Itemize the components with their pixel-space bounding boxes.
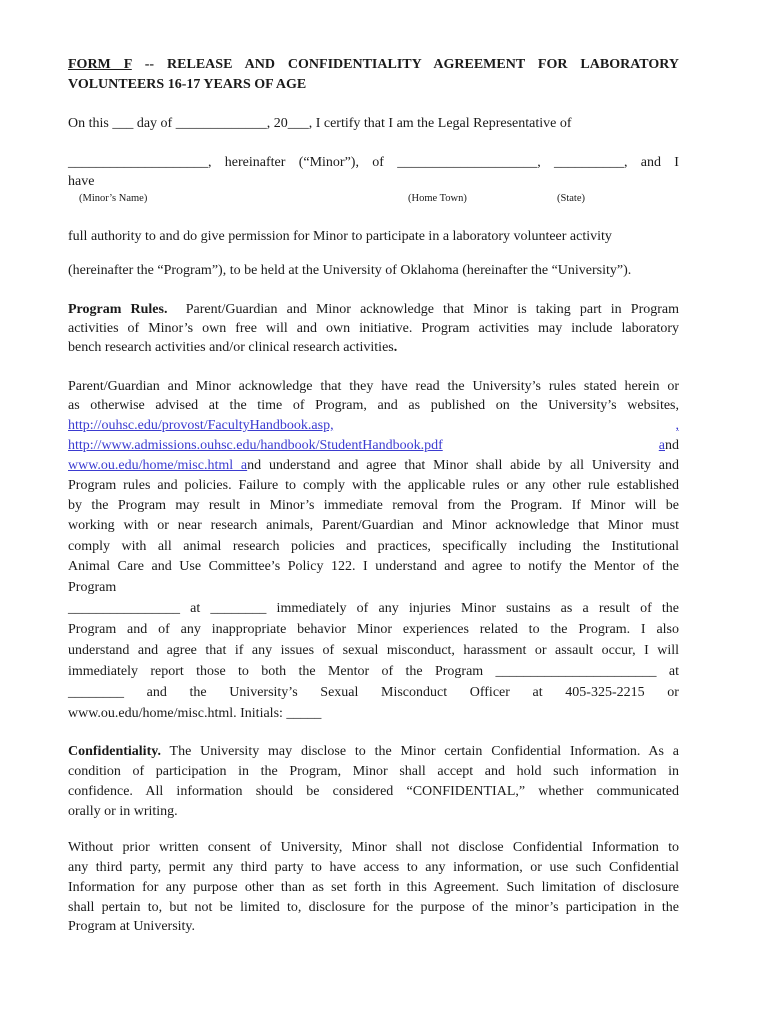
home-town-blank: ____________________, [397,155,541,170]
rules-line6: Program rules and policies. Failure to comply with the applicable rules or any other rule established [68,478,679,493]
program-rules-text3: bench research activities and/or clinical research activities [68,340,394,355]
disclosure-line4: shall pertain to, but not be limited to, disclosure for the purpose of the minor’s participation in the [68,900,679,915]
ou-misc-link[interactable]: www.ou.edu/home/misc.html a [68,458,248,473]
rules-line2: as otherwise advised at the time of Program, and as published on the University’s websites, [68,398,679,413]
rules-line4 [68,438,679,454]
confidentiality-line4: orally or in writing. [68,804,178,819]
rules-line8: working with or near research animals, Parent/Guardian and Minor acknowledge that Minor must [68,518,679,533]
word-and-tail [659,438,679,454]
rules-line14: understand and agree that if any issues of sexual misconduct, harassment or assault occur, I will [68,643,679,658]
rules-line12: ________________ at ________ immediately of any injuries Minor sustains as a result of the [68,601,679,616]
line16-word: at [532,685,543,700]
link-tail: , [675,418,679,433]
form-title-line2: VOLUNTEERS 16-17 YEARS OF AGE [68,77,307,92]
line16-word: the [189,685,207,700]
line16-word: Sexual [320,685,359,700]
caption-home-town: (Home Town) [408,193,467,204]
confidentiality-line3: confidence. All information should be considered “CONFIDENTIAL,” whether communicated [68,784,679,799]
caption-state: (State) [557,193,585,204]
confidentiality-text1: The University may disclose to the Minor certain Confidential Information. As a [169,744,679,759]
program-rules-line3 [68,340,679,356]
line16-word: Officer [469,685,510,700]
rules-line9: comply with all animal research policies and practices, specifically including the Institutional [68,539,679,554]
line16-word: University’s [229,685,298,700]
link-a: a [658,438,665,453]
line16-word: ________ [68,685,124,700]
program-rules-period: . [393,340,398,355]
rules-line5 [68,458,679,474]
line16-word: Misconduct [381,685,448,700]
word-hereinafter: hereinafter [224,155,286,170]
form-label: FORM F [68,57,132,72]
minor-line [68,155,679,171]
authority-line: full authority to and do give permission for Minor to participate in a laboratory volunteer activity [68,229,612,244]
rules-line13: Program and of any inappropriate behavior Minor experiences related to the Program. I also [68,622,679,637]
program-rules-line1 [68,302,679,318]
word-of: of [372,155,384,170]
confidentiality-heading: Confidentiality. [68,744,161,759]
rules-line5-rest: nd understand and agree that Minor shall abide by all University and [247,458,680,473]
program-rules-heading: Program Rules. [68,302,168,317]
rules-line3 [68,418,679,434]
rules-line11: Program [68,580,117,595]
certify-line: On this ___ day of _____________, 20___, I certify that I am the Legal Representative of [68,116,572,131]
faculty-handbook-link[interactable]: http://ouhsc.edu/provost/FacultyHandbook.asp, [68,418,334,433]
line16-word: or [667,685,679,700]
rules-line7: by the Program may result in Minor’s immediate removal from the Program. If Minor will be [68,498,679,513]
word-have: have [68,174,95,189]
program-line: (hereinafter the “Program”), to be held at the University of Oklahoma (hereinafter the “University”). [68,263,632,278]
program-rules-text1: Parent/Guardian and Minor acknowledge that Minor is taking part in Program [185,302,680,317]
rules-line17: www.ou.edu/home/misc.html. Initials: _____ [68,706,322,721]
word-i: I [674,155,679,170]
rules-line16-row [68,685,679,701]
caption-minor-name: (Minor’s Name) [79,193,148,204]
disclosure-line2: any third party, permit any third party to have access to any information, or use such Confidential [68,860,679,875]
line16-word: and [146,685,167,700]
text-nd: nd [665,438,679,453]
rules-line10: Animal Care and Use Committee’s Policy 122. I understand and agree to notify the Mentor of the [68,559,679,574]
rules-line15: immediately report those to both the Mentor of the Program _______________________ at [68,664,679,679]
program-rules-line2: activities of Minor’s own free will and own initiative. Program activities may include laboratory [68,321,679,336]
student-handbook-link[interactable]: http://www.admissions.ouhsc.edu/handbook/StudentHandbook.pdf [68,438,443,453]
state-blank: __________, [553,155,628,170]
confidentiality-line1 [68,744,679,760]
disclosure-line3: Information for any purpose other than as set forth in this Agreement. Such limitation of disclosure [68,880,679,895]
form-title-line1 [68,57,679,73]
confidentiality-line2: condition of participation in the Program, Minor shall accept and hold such information in [68,764,679,779]
word-and: and [640,155,661,170]
rules-line1: Parent/Guardian and Minor acknowledge that they have read the University’s rules stated herein or [68,379,679,394]
disclosure-line5: Program at University. [68,919,196,934]
line16-word: 405-325-2215 [565,685,645,700]
minor-name-blank: ____________________, [68,155,212,170]
disclosure-line1: Without prior written consent of University, Minor shall not disclose Confidential Information to [68,840,679,855]
word-minor: (“Minor”), [298,155,359,170]
rules-line16 [68,685,679,701]
form-title-rest: -- RELEASE AND CONFIDENTIALITY AGREEMENT FOR LABORATORY [131,57,679,72]
